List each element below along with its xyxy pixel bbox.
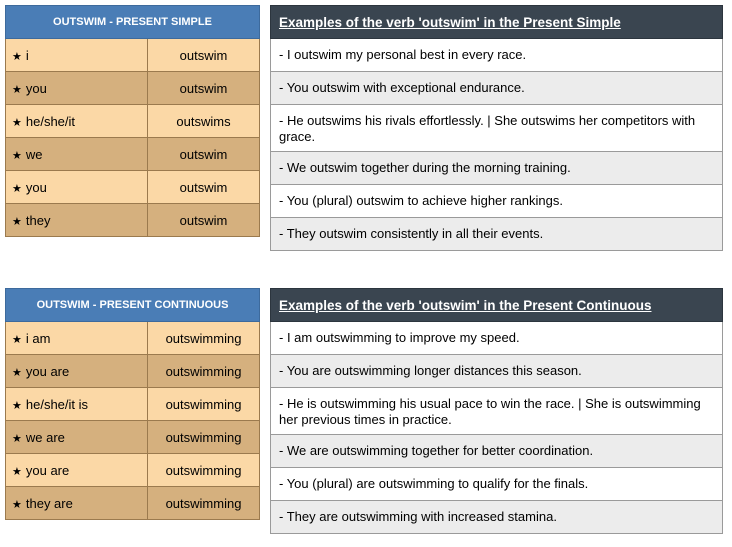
pronoun: you	[25, 80, 47, 96]
star-icon: ★	[12, 366, 22, 379]
star-icon: ★	[12, 215, 22, 228]
star-icon: ★	[12, 498, 22, 511]
conjugation-row	[6, 105, 260, 138]
verb-form: outswimming	[148, 454, 260, 487]
conjugation-row	[6, 72, 260, 105]
conjugation-row	[6, 388, 260, 421]
example-sentence: - You (plural) outswim to achieve higher rankings.	[271, 185, 723, 218]
conjugation-title: OUTSWIM - PRESENT SIMPLE	[6, 6, 260, 39]
verb-form: outswim	[148, 72, 260, 105]
star-icon: ★	[12, 465, 22, 478]
pronoun: i	[25, 47, 29, 63]
example-sentence: - You are outswimming longer distances this season.	[271, 355, 723, 388]
star-icon: ★	[12, 333, 22, 346]
pronoun: we	[25, 146, 43, 162]
verb-form: outswim	[148, 138, 260, 171]
star-icon: ★	[12, 149, 22, 162]
conjugation-row	[6, 39, 260, 72]
pronoun: they are	[25, 495, 73, 511]
examples-title: Examples of the verb 'outswim' in the Present Continuous	[271, 289, 723, 322]
examples-table-present-simple	[270, 5, 723, 251]
verb-form: outswim	[148, 39, 260, 72]
star-icon: ★	[12, 116, 22, 129]
verb-form: outswimming	[148, 421, 260, 454]
example-sentence: - They are outswimming with increased stamina.	[271, 501, 723, 534]
conjugation-row	[6, 322, 260, 355]
example-sentence: - You outswim with exceptional endurance.	[271, 72, 723, 105]
example-sentence: - He outswims his rivals effortlessly. | She outswims her competitors with grace.	[271, 105, 723, 152]
pronoun: i am	[25, 330, 51, 346]
conjugation-table-present-continuous	[5, 288, 260, 520]
conjugation-row	[6, 138, 260, 171]
pronoun: we are	[25, 429, 65, 445]
pronoun: he/she/it is	[25, 396, 89, 412]
pronoun: they	[25, 212, 51, 228]
example-sentence: - I outswim my personal best in every race.	[271, 39, 723, 72]
verb-form: outswims	[148, 105, 260, 138]
star-icon: ★	[12, 432, 22, 445]
conjugation-row	[6, 487, 260, 520]
conjugation-row	[6, 204, 260, 237]
example-sentence: - They outswim consistently in all their events.	[271, 218, 723, 251]
star-icon: ★	[12, 182, 22, 195]
verb-form: outswim	[148, 204, 260, 237]
example-sentence: - I am outswimming to improve my speed.	[271, 322, 723, 355]
star-icon: ★	[12, 399, 22, 412]
star-icon: ★	[12, 50, 22, 63]
examples-title: Examples of the verb 'outswim' in the Present Simple	[271, 6, 723, 39]
example-sentence: - We outswim together during the morning training.	[271, 152, 723, 185]
verb-form: outswimming	[148, 487, 260, 520]
pronoun: you are	[25, 462, 70, 478]
conjugation-title: OUTSWIM - PRESENT CONTINUOUS	[6, 289, 260, 322]
conjugation-table-present-simple	[5, 5, 260, 237]
conjugation-row	[6, 171, 260, 204]
verb-form: outswim	[148, 171, 260, 204]
pronoun: you	[25, 179, 47, 195]
conjugation-row	[6, 421, 260, 454]
conjugation-row	[6, 454, 260, 487]
example-sentence: - We are outswimming together for better coordination.	[271, 435, 723, 468]
pronoun: he/she/it	[25, 113, 76, 129]
example-sentence: - You (plural) are outswimming to qualify for the finals.	[271, 468, 723, 501]
star-icon: ★	[12, 83, 22, 96]
verb-form: outswimming	[148, 355, 260, 388]
verb-form: outswimming	[148, 322, 260, 355]
conjugation-row	[6, 355, 260, 388]
verb-form: outswimming	[148, 388, 260, 421]
example-sentence: - He is outswimming his usual pace to win the race. | She is outswimming her previous times in practice.	[271, 388, 723, 435]
examples-table-present-continuous	[270, 288, 723, 534]
pronoun: you are	[25, 363, 70, 379]
